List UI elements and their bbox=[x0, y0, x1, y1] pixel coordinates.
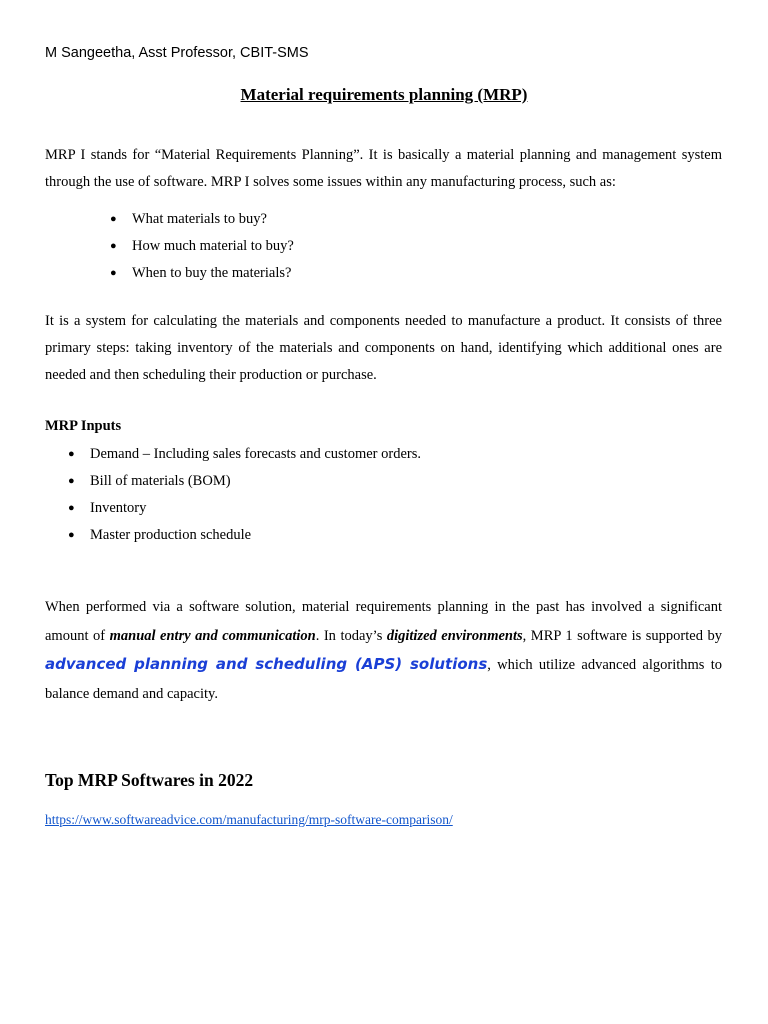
list-item: ● Demand – Including sales forecasts and customer orders. bbox=[68, 441, 421, 468]
author-line: M Sangeetha, Asst Professor, CBIT-SMS bbox=[45, 45, 309, 61]
definition-paragraph: It is a system for calculating the materials and components needed to manufacture a product. It consists of three primary steps: taking inventory of the materials and components on hand, identifying which additional ones are needed and then scheduling their production or purchase. bbox=[45, 313, 722, 383]
digitized-emphasis: digitized environments bbox=[386, 627, 523, 644]
manual-entry-emphasis: manual entry and communication bbox=[109, 627, 316, 644]
questions-list bbox=[110, 206, 294, 287]
list-item: ● How much material to buy? bbox=[110, 233, 294, 260]
softwareadvice-link[interactable]: https://www.softwareadvice.com/manufacturing/mrp-software-comparison/ bbox=[45, 812, 453, 827]
inputs-list bbox=[68, 441, 421, 549]
mrp-inputs-heading: MRP Inputs bbox=[45, 418, 122, 434]
top-softwares-heading: Top MRP Softwares in 2022 bbox=[45, 770, 254, 790]
list-item: ● Bill of materials (BOM) bbox=[68, 468, 421, 495]
software-text-1: When performed via a software solution, material requirements planning in the past has involved a significant amount of bbox=[45, 599, 722, 644]
list-item: ● What materials to buy? bbox=[110, 206, 294, 233]
software-paragraph bbox=[45, 593, 722, 708]
aps-highlight: advanced planning and scheduling (APS) solutions bbox=[45, 655, 488, 673]
software-text-4: , which utilize advanced algorithms to balance demand and capacity. bbox=[45, 657, 722, 702]
software-text-3: , MRP 1 software is supported by bbox=[522, 627, 722, 644]
page-title: Material requirements planning (MRP) bbox=[240, 85, 528, 104]
list-item: ● When to buy the materials? bbox=[110, 260, 294, 287]
list-item: ● Master production schedule bbox=[68, 522, 421, 549]
software-text-2: . In today’s bbox=[315, 627, 387, 644]
list-item: ● Inventory bbox=[68, 495, 421, 522]
intro-paragraph: MRP I stands for “Material Requirements Planning”. It is basically a material planning and management system through the use of software. MRP I solves some issues within any manufacturing process, such as: bbox=[45, 147, 722, 190]
